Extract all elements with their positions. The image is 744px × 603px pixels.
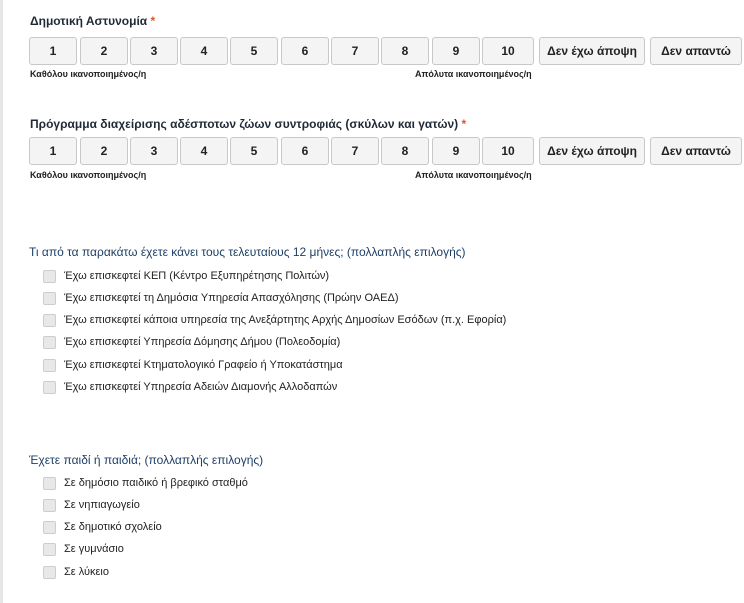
checkbox-label: Σε λύκειο <box>64 566 109 578</box>
rating-button-1[interactable]: 1 <box>29 37 77 65</box>
checkbox-box[interactable] <box>43 381 56 394</box>
rating-button-10[interactable]: 10 <box>482 37 534 65</box>
checkbox-nursery[interactable] <box>43 475 248 491</box>
children-question-title: Έχετε παιδί ή παιδιά; (πολλαπλής επιλογής) <box>29 453 264 467</box>
checkbox-dypa[interactable] <box>43 290 399 306</box>
checkbox-kep[interactable] <box>43 268 329 284</box>
rating-button-9[interactable]: 9 <box>432 37 480 65</box>
checkbox-gymnasium[interactable] <box>43 541 124 557</box>
checkbox-residence-permits[interactable] <box>43 379 337 395</box>
no-answer-button[interactable]: Δεν απαντώ <box>650 37 742 65</box>
rating-button-6[interactable]: 6 <box>281 137 329 165</box>
services-question-title: Τι από τα παρακάτω έχετε κάνει τους τελευταίους 12 μήνες; (πολλαπλής επιλογής) <box>29 245 466 259</box>
checkbox-ktimatologio[interactable] <box>43 357 343 373</box>
required-marker: * <box>150 14 156 28</box>
no-opinion-button[interactable]: Δεν έχω άποψη <box>539 37 645 65</box>
checkbox-label: Σε δημόσιο παιδικό ή βρεφικό σταθμό <box>64 477 248 489</box>
checkbox-poleodomia[interactable] <box>43 334 340 350</box>
checkbox-label: Σε νηπιαγωγείο <box>64 499 140 511</box>
checkbox-label: Έχω επισκεφτεί Υπηρεσία Αδειών Διαμονής Αλλοδαπών <box>64 381 338 393</box>
rating-button-5[interactable]: 5 <box>230 37 278 65</box>
rating-button-2[interactable]: 2 <box>80 37 128 65</box>
checkbox-box[interactable] <box>43 566 56 579</box>
rating-button-8[interactable]: 8 <box>381 137 429 165</box>
rating-button-7[interactable]: 7 <box>331 137 379 165</box>
rating-button-10[interactable]: 10 <box>482 137 534 165</box>
checkbox-primary-school[interactable] <box>43 519 162 535</box>
checkbox-label: Έχω επισκεφτεί ΚΕΠ (Κέντρο Εξυπηρέτησης Πολιτών) <box>64 270 330 282</box>
checkbox-label: Έχω επισκεφτεί τη Δημόσια Υπηρεσία Απασχόλησης (Πρώην ΟΑΕΔ) <box>64 292 399 304</box>
checkbox-box[interactable] <box>43 270 56 283</box>
checkbox-label: Σε δημοτικό σχολείο <box>64 521 162 533</box>
checkbox-box[interactable] <box>43 543 56 556</box>
question-title-text: Πρόγραμμα διαχείρισης αδέσποτων ζώων συντροφιάς (σκύλων και γατών) <box>30 117 459 131</box>
rating-button-5[interactable]: 5 <box>230 137 278 165</box>
scale-high-label: Απόλυτα ικανοποιημένος/η <box>415 170 532 180</box>
checkbox-label: Έχω επισκεφτεί κάποια υπηρεσία της Ανεξάρτητης Αρχής Δημοσίων Εσόδων (π.χ. Εφορία) <box>64 314 507 326</box>
checkbox-label: Σε γυμνάσιο <box>64 543 124 555</box>
checkbox-label: Έχω επισκεφτεί Κτηματολογικό Γραφείο ή Υποκατάστημα <box>64 359 343 371</box>
rating-button-9[interactable]: 9 <box>432 137 480 165</box>
scale-low-label: Καθόλου ικανοποιημένος/η <box>30 69 147 79</box>
checkbox-box[interactable] <box>43 336 56 349</box>
rating-button-4[interactable]: 4 <box>180 137 228 165</box>
question-title-stray-animals <box>30 117 466 131</box>
rating-button-2[interactable]: 2 <box>80 137 128 165</box>
no-opinion-button[interactable]: Δεν έχω άποψη <box>539 137 645 165</box>
checkbox-box[interactable] <box>43 314 56 327</box>
question-title-text: Δημοτική Αστυνομία <box>30 14 148 28</box>
scale-low-label: Καθόλου ικανοποιημένος/η <box>30 170 147 180</box>
scale-high-label: Απόλυτα ικανοποιημένος/η <box>415 69 532 79</box>
checkbox-box[interactable] <box>43 499 56 512</box>
no-answer-button[interactable]: Δεν απαντώ <box>650 137 742 165</box>
question-title-municipal-police <box>30 14 155 28</box>
rating-button-3[interactable]: 3 <box>130 137 178 165</box>
checkbox-lyceum[interactable] <box>43 564 109 580</box>
checkbox-box[interactable] <box>43 521 56 534</box>
checkbox-label: Έχω επισκεφτεί Υπηρεσία Δόμησης Δήμου (Πολεοδομία) <box>64 336 341 348</box>
checkbox-box[interactable] <box>43 359 56 372</box>
rating-button-8[interactable]: 8 <box>381 37 429 65</box>
checkbox-box[interactable] <box>43 477 56 490</box>
checkbox-kindergarten[interactable] <box>43 497 140 513</box>
rating-button-1[interactable]: 1 <box>29 137 77 165</box>
rating-button-4[interactable]: 4 <box>180 37 228 65</box>
checkbox-box[interactable] <box>43 292 56 305</box>
required-marker: * <box>461 117 467 131</box>
rating-button-6[interactable]: 6 <box>281 37 329 65</box>
checkbox-aade[interactable] <box>43 312 506 328</box>
left-border <box>0 0 3 603</box>
rating-button-3[interactable]: 3 <box>130 37 178 65</box>
rating-button-7[interactable]: 7 <box>331 37 379 65</box>
